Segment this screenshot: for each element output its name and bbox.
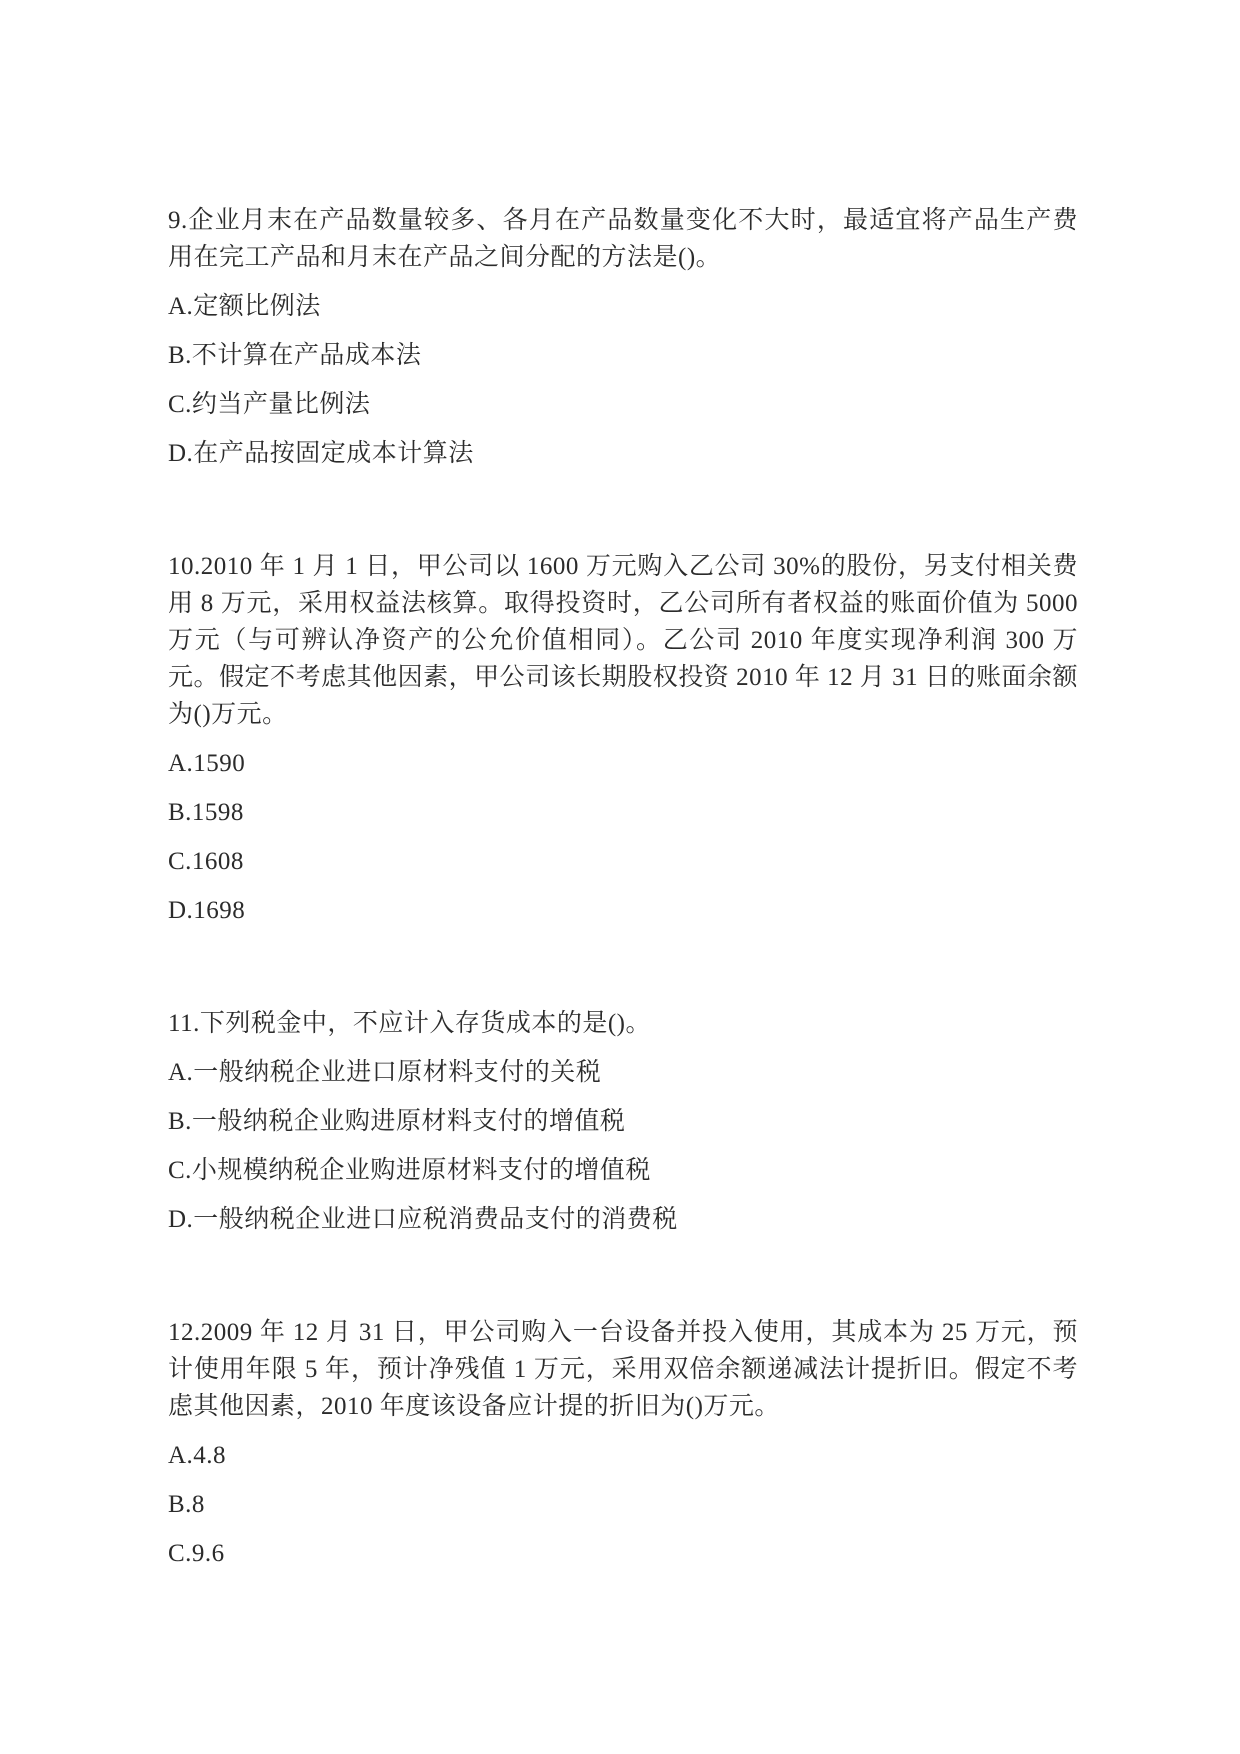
question-12-option-b: B.8 (168, 1491, 205, 1518)
question-9-stem: 9.企业月末在产品数量较多、各月在产品数量变化不大时，最适宜将产品生产费用在完工产品和月末在产品之间分配的方法是()。 (168, 207, 1078, 271)
question-12-option-c: C.9.6 (168, 1540, 225, 1567)
question-10-option-d: D.1698 (168, 897, 246, 924)
question-11-stem: 11.下列税金中，不应计入存货成本的是()。 (168, 1010, 651, 1037)
question-9-option-b: B.不计算在产品成本法 (168, 342, 422, 369)
question-12 (168, 1314, 1078, 1572)
question-10-option-a: A.1590 (168, 750, 246, 777)
question-10-option-b: B.1598 (168, 799, 244, 826)
question-10-option-c: C.1608 (168, 848, 244, 875)
question-12-stem: 12.2009 年 12 月 31 日，甲公司购入一台设备并投入使用，其成本为 25 万元，预计使用年限 5 年，预计净残值 1 万元，采用双倍余额递减法计提折旧。假定不考虑其他因素，2010 年度该设备应计提的折旧为()万元。 (168, 1319, 1078, 1420)
question-11 (168, 1005, 1078, 1238)
question-12-option-a: A.4.8 (168, 1442, 227, 1469)
question-9-option-d: D.在产品按固定成本计算法 (168, 440, 474, 467)
question-10 (168, 548, 1078, 929)
question-9-option-a: A.定额比例法 (168, 293, 321, 320)
question-9 (168, 202, 1078, 472)
question-10-stem: 10.2010 年 1 月 1 日，甲公司以 1600 万元购入乙公司 30%的股份，另支付相关费用 8 万元，采用权益法核算。取得投资时，乙公司所有者权益的账面价值为 5000 万元（与可辨认净资产的公允价值相同）。乙公司 2010 年度实现净利润 300 万元。假定不考虑其他因素，甲公司该长期股权投资 2010 年 12 月 31 日的账面余额为()万元。 (168, 553, 1078, 728)
question-9-option-c: C.约当产量比例法 (168, 391, 371, 418)
question-11-option-c: C.小规模纳税企业购进原材料支付的增值税 (168, 1157, 651, 1184)
question-11-option-b: B.一般纳税企业购进原材料支付的增值税 (168, 1108, 626, 1135)
question-11-option-d: D.一般纳税企业进口应税消费品支付的消费税 (168, 1206, 678, 1233)
question-11-option-a: A.一般纳税企业进口原材料支付的关税 (168, 1059, 602, 1086)
